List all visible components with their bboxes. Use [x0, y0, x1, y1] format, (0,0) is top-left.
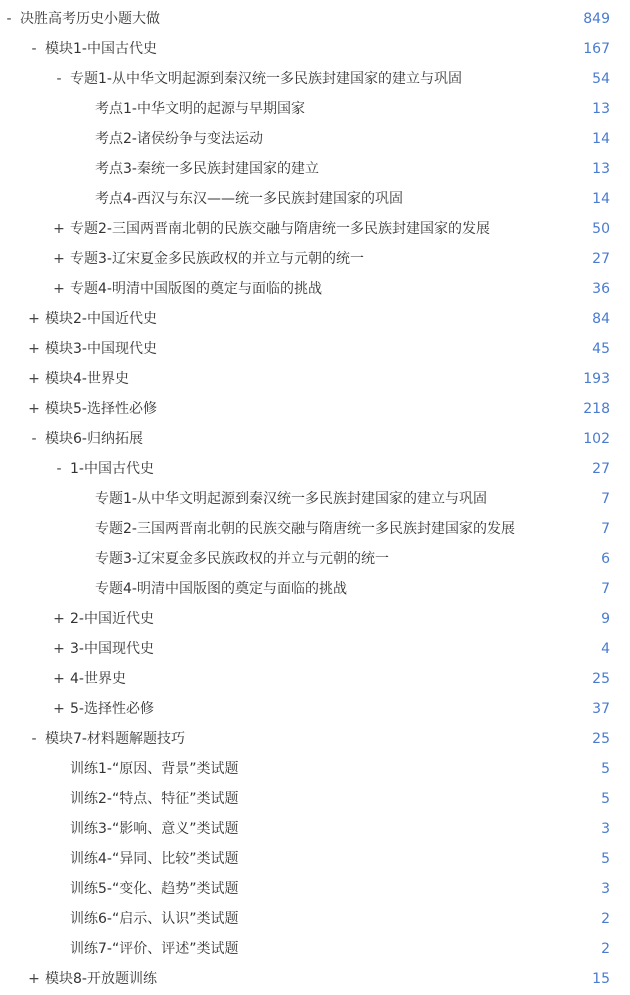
- tree-row[interactable]: [0, 184, 630, 214]
- expand-toggle-icon[interactable]: +: [28, 971, 40, 987]
- tree-row[interactable]: [0, 154, 630, 184]
- tree-row-count: 5: [601, 791, 610, 807]
- tree-row-label[interactable]: 决胜高考历史小题大做: [20, 11, 160, 27]
- tree-row-label[interactable]: 训练5-“变化、趋势”类试题: [70, 881, 239, 897]
- expand-toggle-icon[interactable]: +: [28, 371, 40, 387]
- tree-row[interactable]: [0, 754, 630, 784]
- tree-row-label[interactable]: 专题4-明清中国版图的奠定与面临的挑战: [70, 281, 322, 297]
- tree-row-count: 7: [601, 581, 610, 597]
- tree-row-label[interactable]: 训练1-“原因、背景”类试题: [70, 761, 239, 777]
- tree-row-label[interactable]: 考点3-秦统一多民族封建国家的建立: [95, 161, 319, 177]
- tree-row-count: 4: [601, 641, 610, 657]
- expand-toggle-icon[interactable]: +: [53, 251, 65, 267]
- tree-row-count: 27: [592, 461, 610, 477]
- expand-toggle-icon[interactable]: +: [28, 311, 40, 327]
- tree-row-label[interactable]: 3-中国现代史: [70, 641, 154, 657]
- tree-row[interactable]: [0, 64, 630, 94]
- tree-row-label[interactable]: 考点4-西汉与东汉——统一多民族封建国家的巩固: [95, 191, 403, 207]
- tree-row[interactable]: [0, 694, 630, 724]
- tree-row-label[interactable]: 考点2-诸侯纷争与变法运动: [95, 131, 263, 147]
- tree-row-count: 14: [592, 191, 610, 207]
- tree-row-count: 13: [592, 161, 610, 177]
- tree-row-label[interactable]: 考点1-中华文明的起源与早期国家: [95, 101, 305, 117]
- collapse-toggle-icon[interactable]: -: [56, 71, 62, 87]
- tree-row-count: 50: [592, 221, 610, 237]
- tree-row-count: 2: [601, 911, 610, 927]
- tree-row[interactable]: [0, 304, 630, 334]
- tree-row-count: 7: [601, 521, 610, 537]
- tree-row[interactable]: [0, 784, 630, 814]
- tree-row-label[interactable]: 专题4-明清中国版图的奠定与面临的挑战: [95, 581, 347, 597]
- tree-row-label[interactable]: 训练6-“启示、认识”类试题: [70, 911, 239, 927]
- tree-row[interactable]: [0, 334, 630, 364]
- tree-row[interactable]: [0, 274, 630, 304]
- tree-row[interactable]: [0, 34, 630, 64]
- tree-row-label[interactable]: 模块3-中国现代史: [45, 341, 157, 357]
- tree-row[interactable]: [0, 514, 630, 544]
- expand-toggle-icon[interactable]: +: [53, 701, 65, 717]
- tree-row-count: 54: [592, 71, 610, 87]
- tree-row-count: 14: [592, 131, 610, 147]
- expand-toggle-icon[interactable]: +: [28, 401, 40, 417]
- tree-row-count: 167: [583, 41, 610, 57]
- tree-row-count: 849: [583, 11, 610, 27]
- tree-row-count: 3: [601, 881, 610, 897]
- tree-row-count: 7: [601, 491, 610, 507]
- tree-row-count: 193: [583, 371, 610, 387]
- tree-row-count: 6: [601, 551, 610, 567]
- tree-row-label[interactable]: 5-选择性必修: [70, 701, 154, 717]
- tree-row-label[interactable]: 模块8-开放题训练: [45, 971, 157, 987]
- tree-row-count: 37: [592, 701, 610, 717]
- tree-row-label[interactable]: 模块4-世界史: [45, 371, 129, 387]
- tree-row[interactable]: [0, 4, 630, 34]
- expand-toggle-icon[interactable]: +: [53, 671, 65, 687]
- tree-row-label[interactable]: 4-世界史: [70, 671, 126, 687]
- tree-row-count: 9: [601, 611, 610, 627]
- expand-toggle-icon[interactable]: +: [53, 221, 65, 237]
- tree-row-label[interactable]: 模块7-材料题解题技巧: [45, 731, 185, 747]
- tree-row-label[interactable]: 模块2-中国近代史: [45, 311, 157, 327]
- expand-toggle-icon[interactable]: +: [53, 281, 65, 297]
- expand-toggle-icon[interactable]: +: [28, 341, 40, 357]
- collapse-toggle-icon[interactable]: -: [31, 431, 37, 447]
- tree-row-label[interactable]: 专题3-辽宋夏金多民族政权的并立与元朝的统一: [95, 551, 389, 567]
- tree-row[interactable]: [0, 214, 630, 244]
- tree-row-label[interactable]: 专题1-从中华文明起源到秦汉统一多民族封建国家的建立与巩固: [95, 491, 487, 507]
- tree-row[interactable]: [0, 124, 630, 154]
- tree-row-label[interactable]: 专题2-三国两晋南北朝的民族交融与隋唐统一多民族封建国家的发展: [70, 221, 490, 237]
- tree-row[interactable]: [0, 454, 630, 484]
- expand-toggle-icon[interactable]: +: [53, 641, 65, 657]
- collapse-toggle-icon[interactable]: -: [31, 731, 37, 747]
- tree-row[interactable]: [0, 364, 630, 394]
- tree-row[interactable]: [0, 874, 630, 904]
- tree-row[interactable]: [0, 484, 630, 514]
- tree-row[interactable]: [0, 814, 630, 844]
- tree-row[interactable]: [0, 724, 630, 754]
- tree-row[interactable]: [0, 574, 630, 604]
- collapse-toggle-icon[interactable]: -: [31, 41, 37, 57]
- tree-row-label[interactable]: 1-中国古代史: [70, 461, 154, 477]
- collapse-toggle-icon[interactable]: -: [56, 461, 62, 477]
- tree-row-count: 36: [592, 281, 610, 297]
- tree-row-count: 102: [583, 431, 610, 447]
- tree-row[interactable]: [0, 244, 630, 274]
- tree-row-label[interactable]: 训练3-“影响、意义”类试题: [70, 821, 239, 837]
- collapse-toggle-icon[interactable]: -: [6, 11, 12, 27]
- tree-row-count: 25: [592, 671, 610, 687]
- tree-row-label[interactable]: 2-中国近代史: [70, 611, 154, 627]
- tree-row-count: 5: [601, 851, 610, 867]
- tree-row[interactable]: [0, 424, 630, 454]
- tree-row-label[interactable]: 专题3-辽宋夏金多民族政权的并立与元朝的统一: [70, 251, 364, 267]
- tree-row[interactable]: [0, 964, 630, 994]
- tree-row[interactable]: [0, 904, 630, 934]
- tree-row-count: 45: [592, 341, 610, 357]
- tree-row-label[interactable]: 模块6-归纳拓展: [45, 431, 143, 447]
- tree-row[interactable]: [0, 604, 630, 634]
- tree-row[interactable]: [0, 634, 630, 664]
- tree-row-label[interactable]: 专题1-从中华文明起源到秦汉统一多民族封建国家的建立与巩固: [70, 71, 462, 87]
- tree-row[interactable]: [0, 844, 630, 874]
- tree-row-count: 218: [583, 401, 610, 417]
- tree-row-count: 13: [592, 101, 610, 117]
- tree-row-label[interactable]: 专题2-三国两晋南北朝的民族交融与隋唐统一多民族封建国家的发展: [95, 521, 515, 537]
- tree-row-label[interactable]: 训练7-“评价、评述”类试题: [70, 941, 239, 957]
- expand-toggle-icon[interactable]: +: [53, 611, 65, 627]
- tree-row-label[interactable]: 训练2-“特点、特征”类试题: [70, 791, 239, 807]
- tree-row-count: 2: [601, 941, 610, 957]
- tree-row-label[interactable]: 训练4-“异同、比较”类试题: [70, 851, 239, 867]
- tree-row[interactable]: [0, 934, 630, 964]
- tree-row-count: 27: [592, 251, 610, 267]
- tree-row[interactable]: [0, 664, 630, 694]
- tree-row-count: 84: [592, 311, 610, 327]
- tree-row-label[interactable]: 模块5-选择性必修: [45, 401, 157, 417]
- tree-row[interactable]: [0, 94, 630, 124]
- tree-row-count: 25: [592, 731, 610, 747]
- tree-row-count: 3: [601, 821, 610, 837]
- tree-row-count: 15: [592, 971, 610, 987]
- tree-row-count: 5: [601, 761, 610, 777]
- tree-row[interactable]: [0, 394, 630, 424]
- tree-row[interactable]: [0, 544, 630, 574]
- tree-row-label[interactable]: 模块1-中国古代史: [45, 41, 157, 57]
